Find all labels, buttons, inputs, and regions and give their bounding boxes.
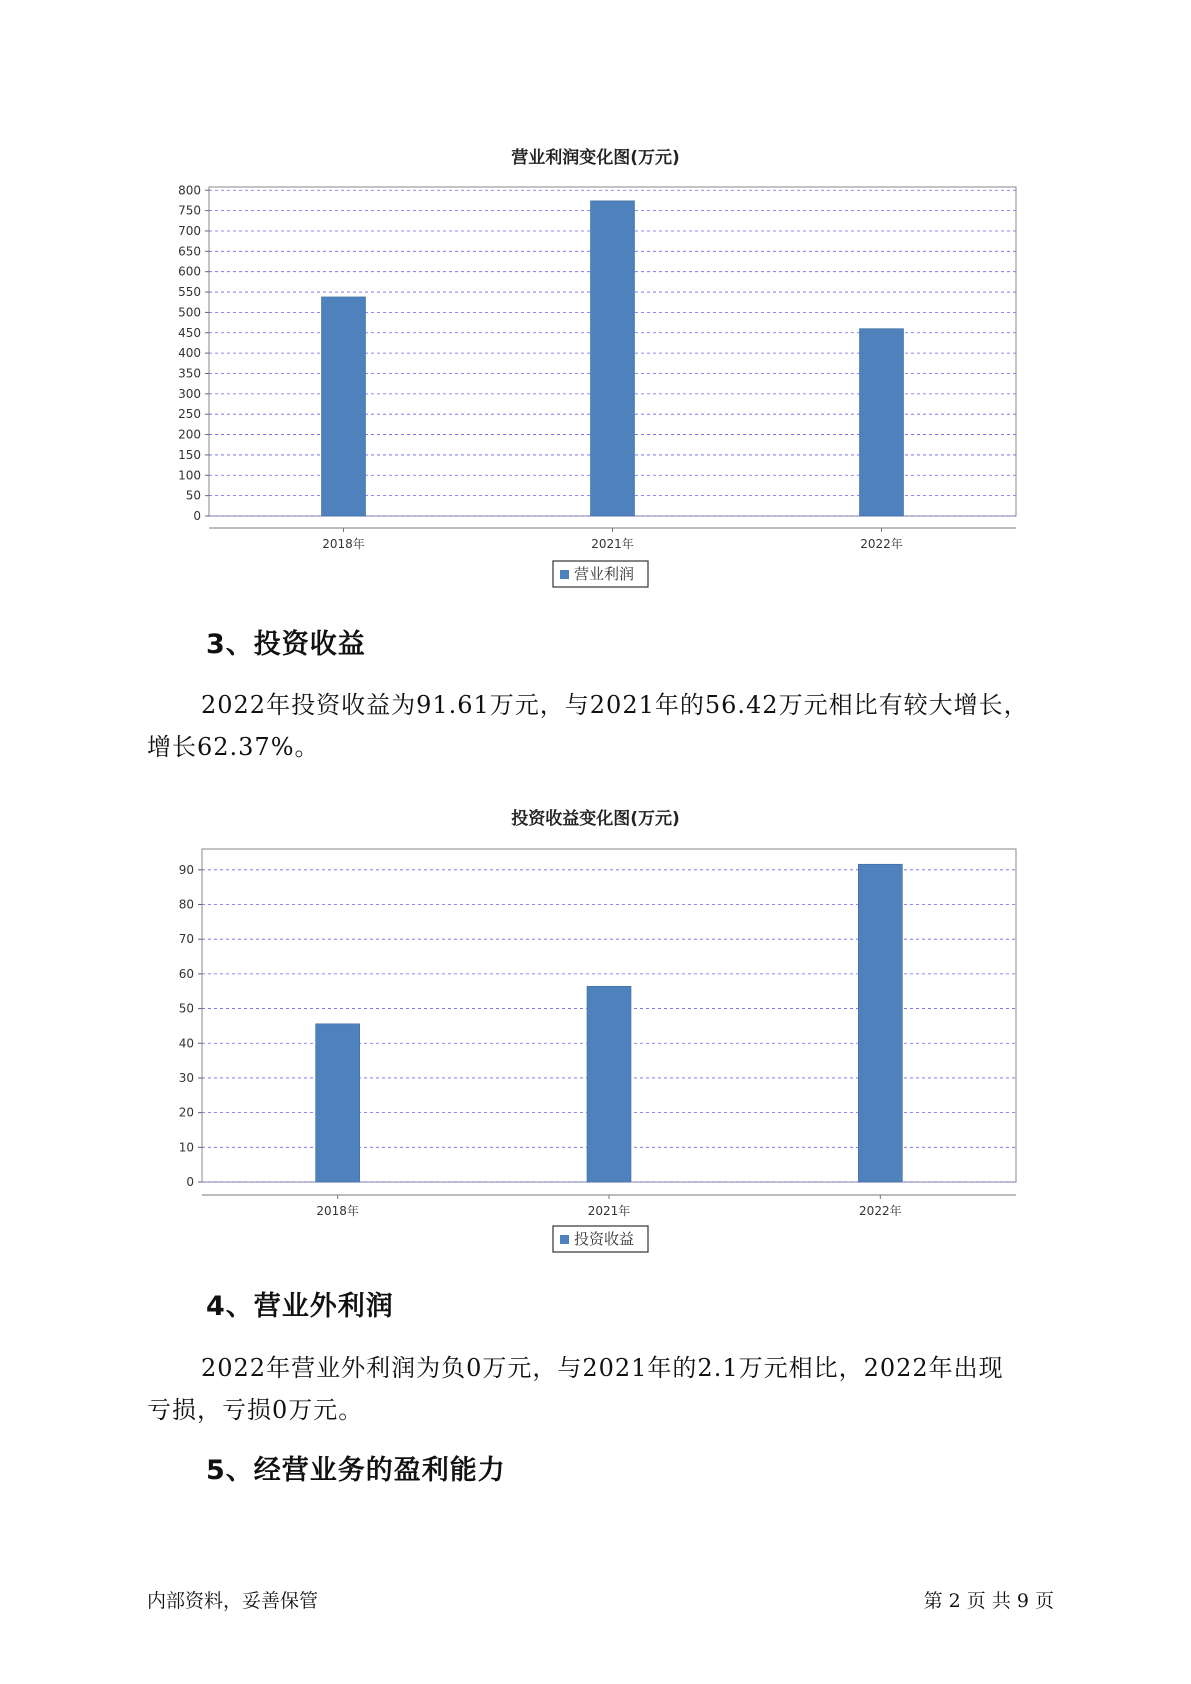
y-tick-label: 350	[178, 366, 201, 381]
y-tick-label: 40	[178, 1036, 194, 1051]
legend-swatch	[560, 1235, 569, 1244]
footer-confidential-note: 内部资料，妥善保管	[147, 1590, 319, 1612]
section-4-paragraph	[147, 1347, 1059, 1431]
y-tick-label: 150	[178, 447, 201, 462]
x-tick-label: 2021年	[587, 1204, 631, 1218]
y-tick-label: 550	[178, 285, 201, 300]
y-tick-label: 90	[178, 862, 194, 877]
y-tick-label: 0	[186, 1175, 194, 1189]
y-tick-label: 50	[185, 488, 201, 503]
y-tick-label: 50	[178, 1001, 194, 1016]
section-4-line-1: 2022年营业外利润为负0万元，与2021年的2.1万元相比，2022年出现	[201, 1354, 1004, 1382]
x-tick-label: 2018年	[316, 1204, 359, 1218]
bar	[316, 1024, 360, 1182]
y-tick-label: 10	[178, 1140, 194, 1155]
section-3-paragraph	[147, 684, 1059, 768]
section-3-heading: 3、投资收益	[206, 629, 366, 660]
section-4-heading: 4、营业外利润	[206, 1291, 394, 1322]
y-tick-label: 700	[178, 223, 201, 238]
x-tick-label: 2021年	[591, 537, 634, 551]
section-5-heading: 5、经营业务的盈利能力	[206, 1455, 506, 1486]
x-tick-label: 2022年	[859, 1204, 902, 1218]
chart-title-operating-profit: 营业利润变化图(万元)	[511, 148, 680, 168]
y-tick-label: 450	[178, 325, 201, 340]
y-tick-label: 500	[178, 305, 201, 320]
x-tick-label: 2022年	[860, 537, 903, 551]
y-tick-label: 100	[178, 468, 201, 483]
investment-income-chart	[0, 842, 1191, 1254]
bar	[858, 864, 902, 1182]
legend-label: 投资收益	[574, 1230, 635, 1248]
y-tick-label: 80	[178, 897, 194, 912]
y-tick-label: 800	[178, 183, 201, 198]
chart-title-investment-income: 投资收益变化图(万元)	[511, 809, 680, 829]
y-tick-label: 250	[178, 407, 201, 422]
y-tick-label: 70	[178, 932, 194, 947]
bar	[860, 329, 904, 516]
section-3-line-1: 2022年投资收益为91.61万元，与2021年的56.42万元相比有较大增长，	[201, 691, 1029, 719]
bar	[587, 986, 631, 1182]
y-tick-label: 600	[178, 264, 201, 279]
section-4-line-2: 亏损，亏损0万元。	[147, 1396, 364, 1424]
legend-swatch	[560, 570, 569, 579]
y-tick-label: 650	[178, 244, 201, 259]
y-tick-label: 400	[178, 346, 201, 361]
y-tick-label: 0	[193, 509, 201, 523]
section-3-line-2: 增长62.37%。	[147, 733, 320, 761]
y-tick-label: 200	[178, 427, 201, 442]
x-tick-label: 2018年	[322, 537, 365, 551]
y-tick-label: 60	[178, 966, 194, 981]
y-tick-label: 30	[178, 1070, 194, 1085]
y-tick-label: 750	[178, 203, 201, 218]
legend-label: 营业利润	[574, 565, 635, 583]
bar	[591, 201, 635, 516]
operating-profit-chart	[0, 180, 1191, 590]
bar	[322, 297, 366, 516]
y-tick-label: 20	[178, 1105, 194, 1120]
y-tick-label: 300	[178, 386, 201, 401]
footer-page-number: 第 2 页 共 9 页	[923, 1590, 1054, 1612]
